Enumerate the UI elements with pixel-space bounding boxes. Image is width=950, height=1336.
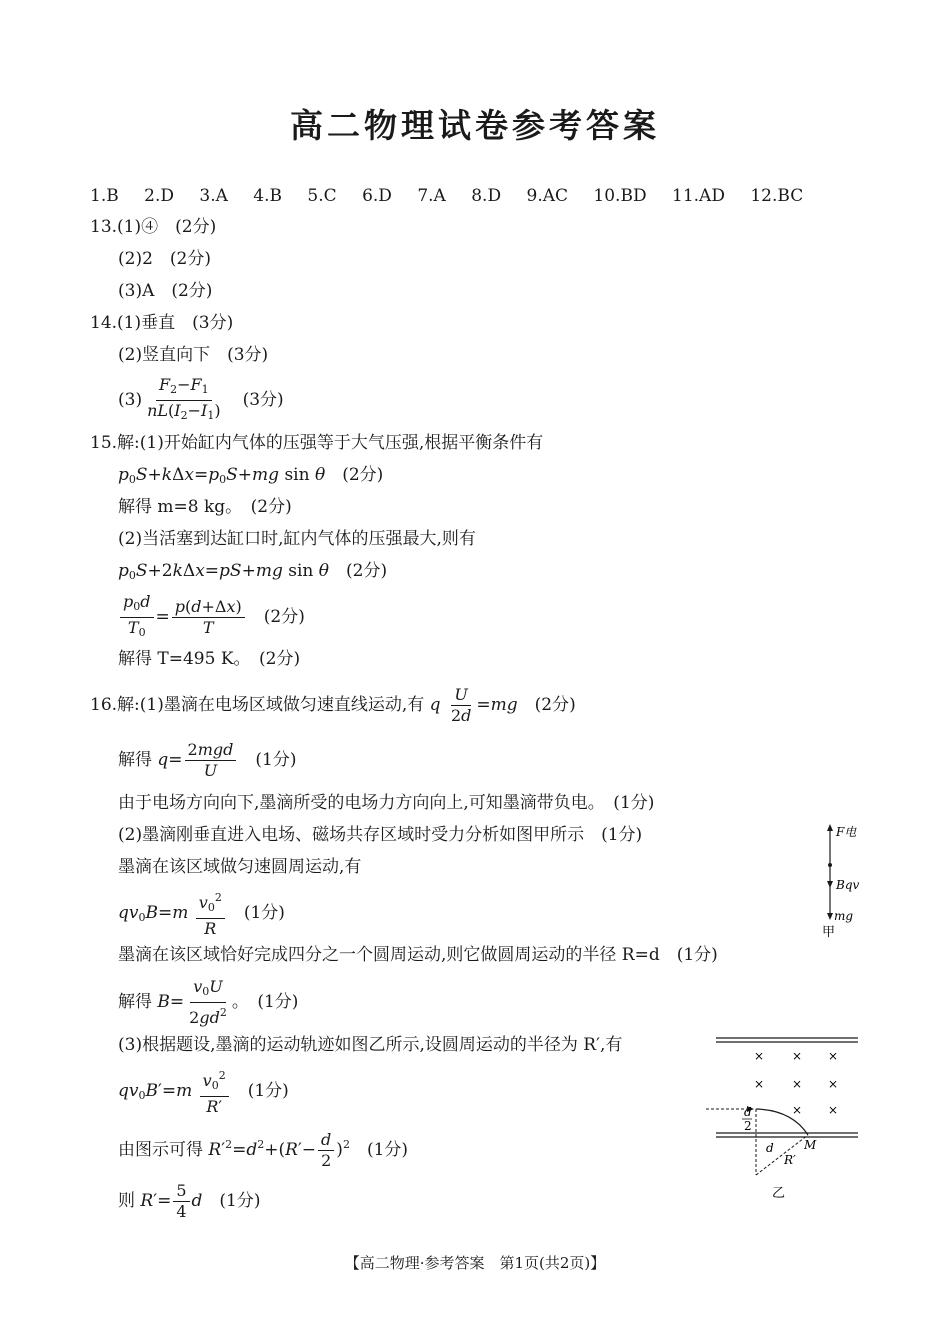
q16-fraction-2: $\frac{\text{2mgd}}{U}$ bbox=[185, 740, 237, 781]
mc-answer: 1.B bbox=[90, 186, 119, 206]
q16-line-4: (2)墨滴刚垂直进入电场、磁场共存区域时受力分析如图甲所示 (1分) bbox=[118, 825, 643, 845]
mc-answer: 9.AC bbox=[526, 186, 569, 206]
q16-line-2-prefix: 解得 bbox=[118, 750, 152, 770]
arrow-down-mid-icon bbox=[827, 881, 833, 888]
q16-line-11: 由图示可得 $R'^2=d^2+(R'-$ $\frac{d}{2}$ )$^2$ (1分) bbox=[118, 1130, 409, 1170]
q14-line-3-score: (3分) bbox=[242, 390, 284, 410]
field-cross: × bbox=[754, 1049, 765, 1063]
label-d: d bbox=[766, 1141, 774, 1155]
q16-fraction-3: $\frac{v_0^2}{R}$ bbox=[196, 888, 225, 939]
force-label-electric: F电 bbox=[836, 825, 857, 839]
q15-line-5-score: (2分) bbox=[346, 561, 388, 581]
field-cross: × bbox=[792, 1049, 803, 1063]
q16-line-1-text: 16.解:(1)墨滴在电场区域做匀速直线运动,有 bbox=[90, 695, 425, 715]
q16-line-5: 墨滴在该区域做匀速圆周运动,有 bbox=[118, 857, 362, 877]
arrow-down-bottom-icon bbox=[827, 913, 833, 920]
mc-answer: 2.D bbox=[144, 186, 174, 206]
mc-answer: 5.C bbox=[307, 186, 337, 206]
q16-line-1-score: (2分) bbox=[534, 695, 576, 715]
q13-line-2: (2)2 (2分) bbox=[118, 249, 211, 269]
q16-line-2-score: (1分) bbox=[255, 750, 297, 770]
q15-line-6-score: (2分) bbox=[263, 607, 305, 627]
q16-fraction-7: $\frac{5}{4}$ bbox=[173, 1181, 189, 1222]
q16-fraction-5: $\frac{v_0^2}{R'}$ bbox=[200, 1066, 229, 1117]
field-cross: × bbox=[828, 1077, 839, 1091]
q16-fraction-1: $\frac{U}{2d}$ bbox=[450, 685, 472, 725]
q16-line-8: 解得 B= $\frac{v_0U}{2gd^2}$ 。 (1分) bbox=[118, 977, 299, 1027]
q15-fraction-left: $\frac{p_0d}{T_0}$ bbox=[120, 592, 154, 643]
mc-answer: 12.BC bbox=[750, 186, 804, 206]
q15-line-6: $\frac{p_0d}{T_0}$ = $\frac{p(d+\Delta x)}{T}$ (2分) bbox=[118, 592, 305, 643]
field-cross: × bbox=[754, 1077, 765, 1091]
figure-yi bbox=[700, 1032, 860, 1202]
q15-fraction-right: $\frac{p(d+\Delta x)}{T}$ bbox=[172, 597, 245, 638]
q15-line-2-score: (2分) bbox=[342, 465, 384, 485]
label-d-half-num: d bbox=[744, 1105, 752, 1119]
radius-diagonal bbox=[756, 1135, 808, 1175]
q15-line-4: (2)当活塞到达缸口时,缸内气体的压强最大,则有 bbox=[118, 529, 476, 549]
field-cross: × bbox=[828, 1049, 839, 1063]
q13-line-1: 13.(1)④ (2分) bbox=[90, 217, 217, 237]
figure-jia bbox=[818, 822, 878, 940]
mc-answer: 10.BD bbox=[593, 186, 647, 206]
field-cross: × bbox=[792, 1077, 803, 1091]
q16-line-6-score: (1分) bbox=[243, 903, 285, 923]
q14-fraction: $\frac{F_2-F_1}{nL(I_2-I_1)}$ bbox=[147, 375, 221, 422]
label-d-half-den: 2 bbox=[744, 1119, 752, 1133]
mc-answer: 11.AD bbox=[672, 186, 725, 206]
q14-line-2: (2)竖直向下 (3分) bbox=[118, 345, 269, 365]
q16-line-10: $qv_0B'=m$ $\frac{v_0^2}{R'}$ (1分) bbox=[118, 1066, 289, 1119]
q14-line-3 bbox=[118, 375, 284, 426]
q16-fraction-6: $\frac{d}{2}$ bbox=[318, 1130, 334, 1171]
page-footer: 【高二物理·参考答案 第1页(共2页)】 bbox=[344, 1254, 606, 1272]
force-label-gravity: mg bbox=[834, 909, 854, 923]
label-R-prime: R′ bbox=[784, 1153, 796, 1167]
q14-line-1: 14.(1)垂直 (3分) bbox=[90, 313, 234, 333]
q16-line-8-prefix: 解得 bbox=[118, 992, 152, 1012]
q16-line-12: 则 R′= $\frac{5}{4}$ d (1分) bbox=[118, 1181, 261, 1221]
mc-answer: 7.A bbox=[417, 186, 446, 206]
q16-line-6: $qv_0B=m$ $\frac{v_0^2}{R}$ (1分) bbox=[118, 888, 285, 941]
q16-line-9: (3)根据题设,墨滴的运动轨迹如图乙所示,设圆周运动的半径为 R′,有 bbox=[118, 1035, 623, 1055]
q16-line-11-score: (1分) bbox=[366, 1140, 409, 1160]
q16-line-1: 16.解:(1)墨滴在电场区域做匀速直线运动,有 q $\frac{U}{2d}$ =mg (2分) bbox=[90, 685, 576, 725]
q16-line-7: 墨滴在该区域恰好完成四分之一个圆周运动,则它做圆周运动的半径 R=d (1分) bbox=[118, 945, 718, 965]
q14-line-3-prefix: (3) bbox=[118, 390, 143, 410]
q16-line-11-prefix: 由图示可得 bbox=[118, 1140, 203, 1160]
q16-line-8-score: (1分) bbox=[257, 992, 299, 1012]
q16-line-2: 解得 q= $\frac{\text{2mgd}}{U}$ (1分) bbox=[118, 740, 297, 780]
q15-line-3: 解得 m=8 kg。 (2分) bbox=[118, 497, 292, 517]
mc-answer: 6.D bbox=[362, 186, 392, 206]
mc-answers bbox=[90, 184, 823, 208]
label-M: M bbox=[804, 1138, 817, 1152]
q16-fraction-4: $\frac{v_0U}{2gd^2}$ bbox=[189, 977, 227, 1027]
figure-yi-caption: 乙 bbox=[772, 1186, 786, 1201]
droplet-point bbox=[828, 863, 832, 867]
mc-answer: 3.A bbox=[199, 186, 228, 206]
q15-line-1: 15.解:(1)开始缸内气体的压强等于大气压强,根据平衡条件有 bbox=[90, 433, 544, 453]
field-cross: × bbox=[828, 1103, 839, 1117]
q15-line-2: $p_0S+k\Delta x=p_0S+mg$ sin θ (2分) bbox=[118, 465, 384, 486]
q15-line-7: 解得 T=495 K。 (2分) bbox=[118, 649, 301, 669]
arrow-up-icon bbox=[827, 824, 833, 831]
q16-line-12-score: (1分) bbox=[219, 1191, 261, 1211]
figure-jia-caption: 甲 bbox=[822, 925, 836, 940]
q16-line-12-prefix: 则 bbox=[118, 1191, 135, 1211]
q15-line-5: $p_0S+2k\Delta x=pS+mg$ sin θ (2分) bbox=[118, 561, 388, 582]
field-cross: × bbox=[792, 1103, 803, 1117]
q13-line-3: (3)A (2分) bbox=[118, 281, 213, 301]
force-label-magnetic: Bqv bbox=[836, 878, 860, 892]
q16-line-3: 由于电场方向向下,墨滴所受的电场力方向向上,可知墨滴带负电。 (1分) bbox=[118, 793, 655, 813]
q16-line-10-score: (1分) bbox=[247, 1081, 289, 1101]
mc-answer: 8.D bbox=[471, 186, 502, 206]
mc-answer: 4.B bbox=[253, 186, 283, 206]
page-title: 高二物理试卷参考答案 bbox=[290, 106, 660, 145]
